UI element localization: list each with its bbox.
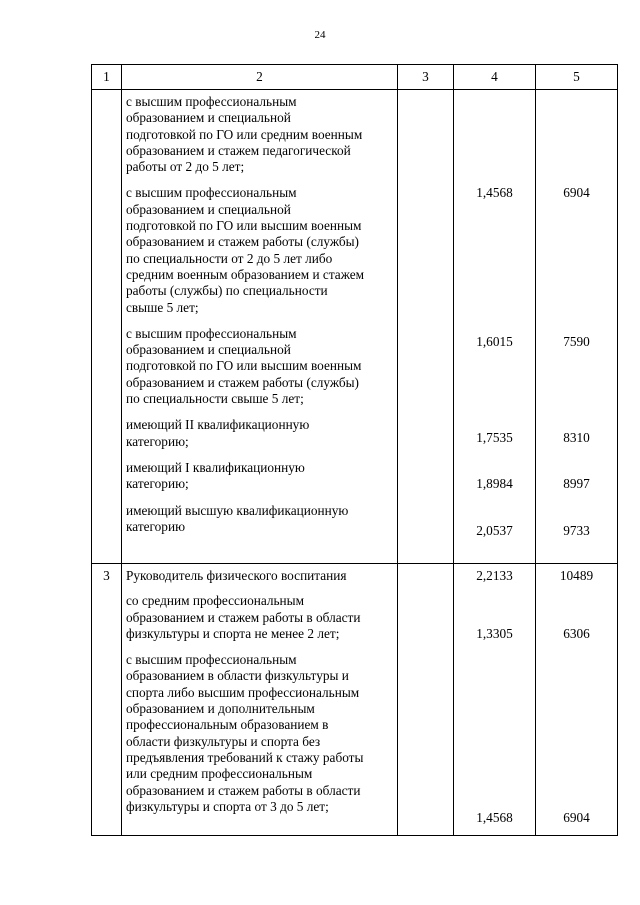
salary-value: 6904	[563, 810, 590, 825]
position-title: Руководитель физического воспитания	[126, 568, 347, 583]
empty-cell	[398, 90, 454, 564]
coefficient-column	[454, 564, 536, 836]
salary-column	[536, 564, 618, 836]
salary-value: 6306	[563, 626, 590, 641]
coefficient-value: 1,7535	[476, 430, 513, 445]
page-number: 24	[314, 29, 326, 41]
qualification-item: имеющий высшую квалификационную категорию	[126, 502, 349, 534]
salary-value: 10489	[559, 568, 594, 583]
coefficient-value: 2,2133	[476, 568, 513, 583]
qualification-item: имеющий I квалификационную категорию;	[126, 459, 305, 492]
header-cell: 2	[122, 65, 398, 90]
row-number: 3	[92, 564, 122, 836]
salary-value: 8310	[563, 430, 590, 445]
row-description	[122, 564, 398, 836]
salary-value: 6904	[563, 185, 590, 200]
salary-value: 9733	[563, 523, 590, 538]
header-cell: 4	[454, 65, 536, 90]
qualification-item: с высшим профессиональным образованием и специальной подготовкой по ГО или высшим военным образованием и стажем работы (службы) по специальности свыше 5 лет;	[126, 325, 362, 407]
salary-value: 7590	[563, 334, 590, 349]
coefficient-value: 1,4568	[476, 810, 513, 825]
table-row	[92, 90, 618, 564]
qualification-item: с высшим профессиональным образованием в области физкультуры и спорта либо высшим профессиональным образованием и дополнительным профессиональным образованием в области физкультуры и спорта без предъявления требований к стажу работы или средним профессиональным образованием и стажем работы в области физкультуры и спорта от 3 до 5 лет;	[126, 652, 364, 814]
salary-column	[536, 90, 618, 583]
coefficient-value: 1,3305	[476, 626, 513, 641]
header-cell: 5	[536, 65, 618, 90]
table-row	[92, 564, 618, 836]
empty-cell	[398, 564, 454, 836]
coefficient-value: 1,6015	[476, 334, 513, 349]
salary-value: 8997	[563, 476, 590, 491]
qualification-item: имеющий II квалификационную категорию;	[126, 417, 310, 449]
coefficient-value: 1,4568	[476, 185, 513, 200]
coefficient-value: 1,8984	[476, 476, 513, 491]
header-cell: 1	[92, 65, 122, 90]
header-cell: 3	[398, 65, 454, 90]
qualification-item: с высшим профессиональным образованием и специальной подготовкой по ГО или высшим военным образованием и стажем работы (службы) по специальности от 2 до 5 лет либо средним военным образованием и стажем работы (службы) по специальности свыше 5 лет;	[126, 185, 365, 315]
coefficient-column	[454, 90, 536, 583]
salary-table	[91, 64, 618, 836]
row-description	[122, 90, 398, 564]
row-number	[92, 90, 122, 564]
header-row	[92, 65, 618, 90]
coefficient-value: 2,0537	[476, 523, 513, 538]
qualification-item: с высшим профессиональным образованием и специальной подготовкой по ГО или средним военным образованием и стажем педагогической работы от 2 до 5 лет;	[126, 94, 363, 175]
qualification-item: со средним профессиональным образованием и стажем работы в области физкультуры и спорта не менее 2 лет;	[126, 593, 361, 641]
